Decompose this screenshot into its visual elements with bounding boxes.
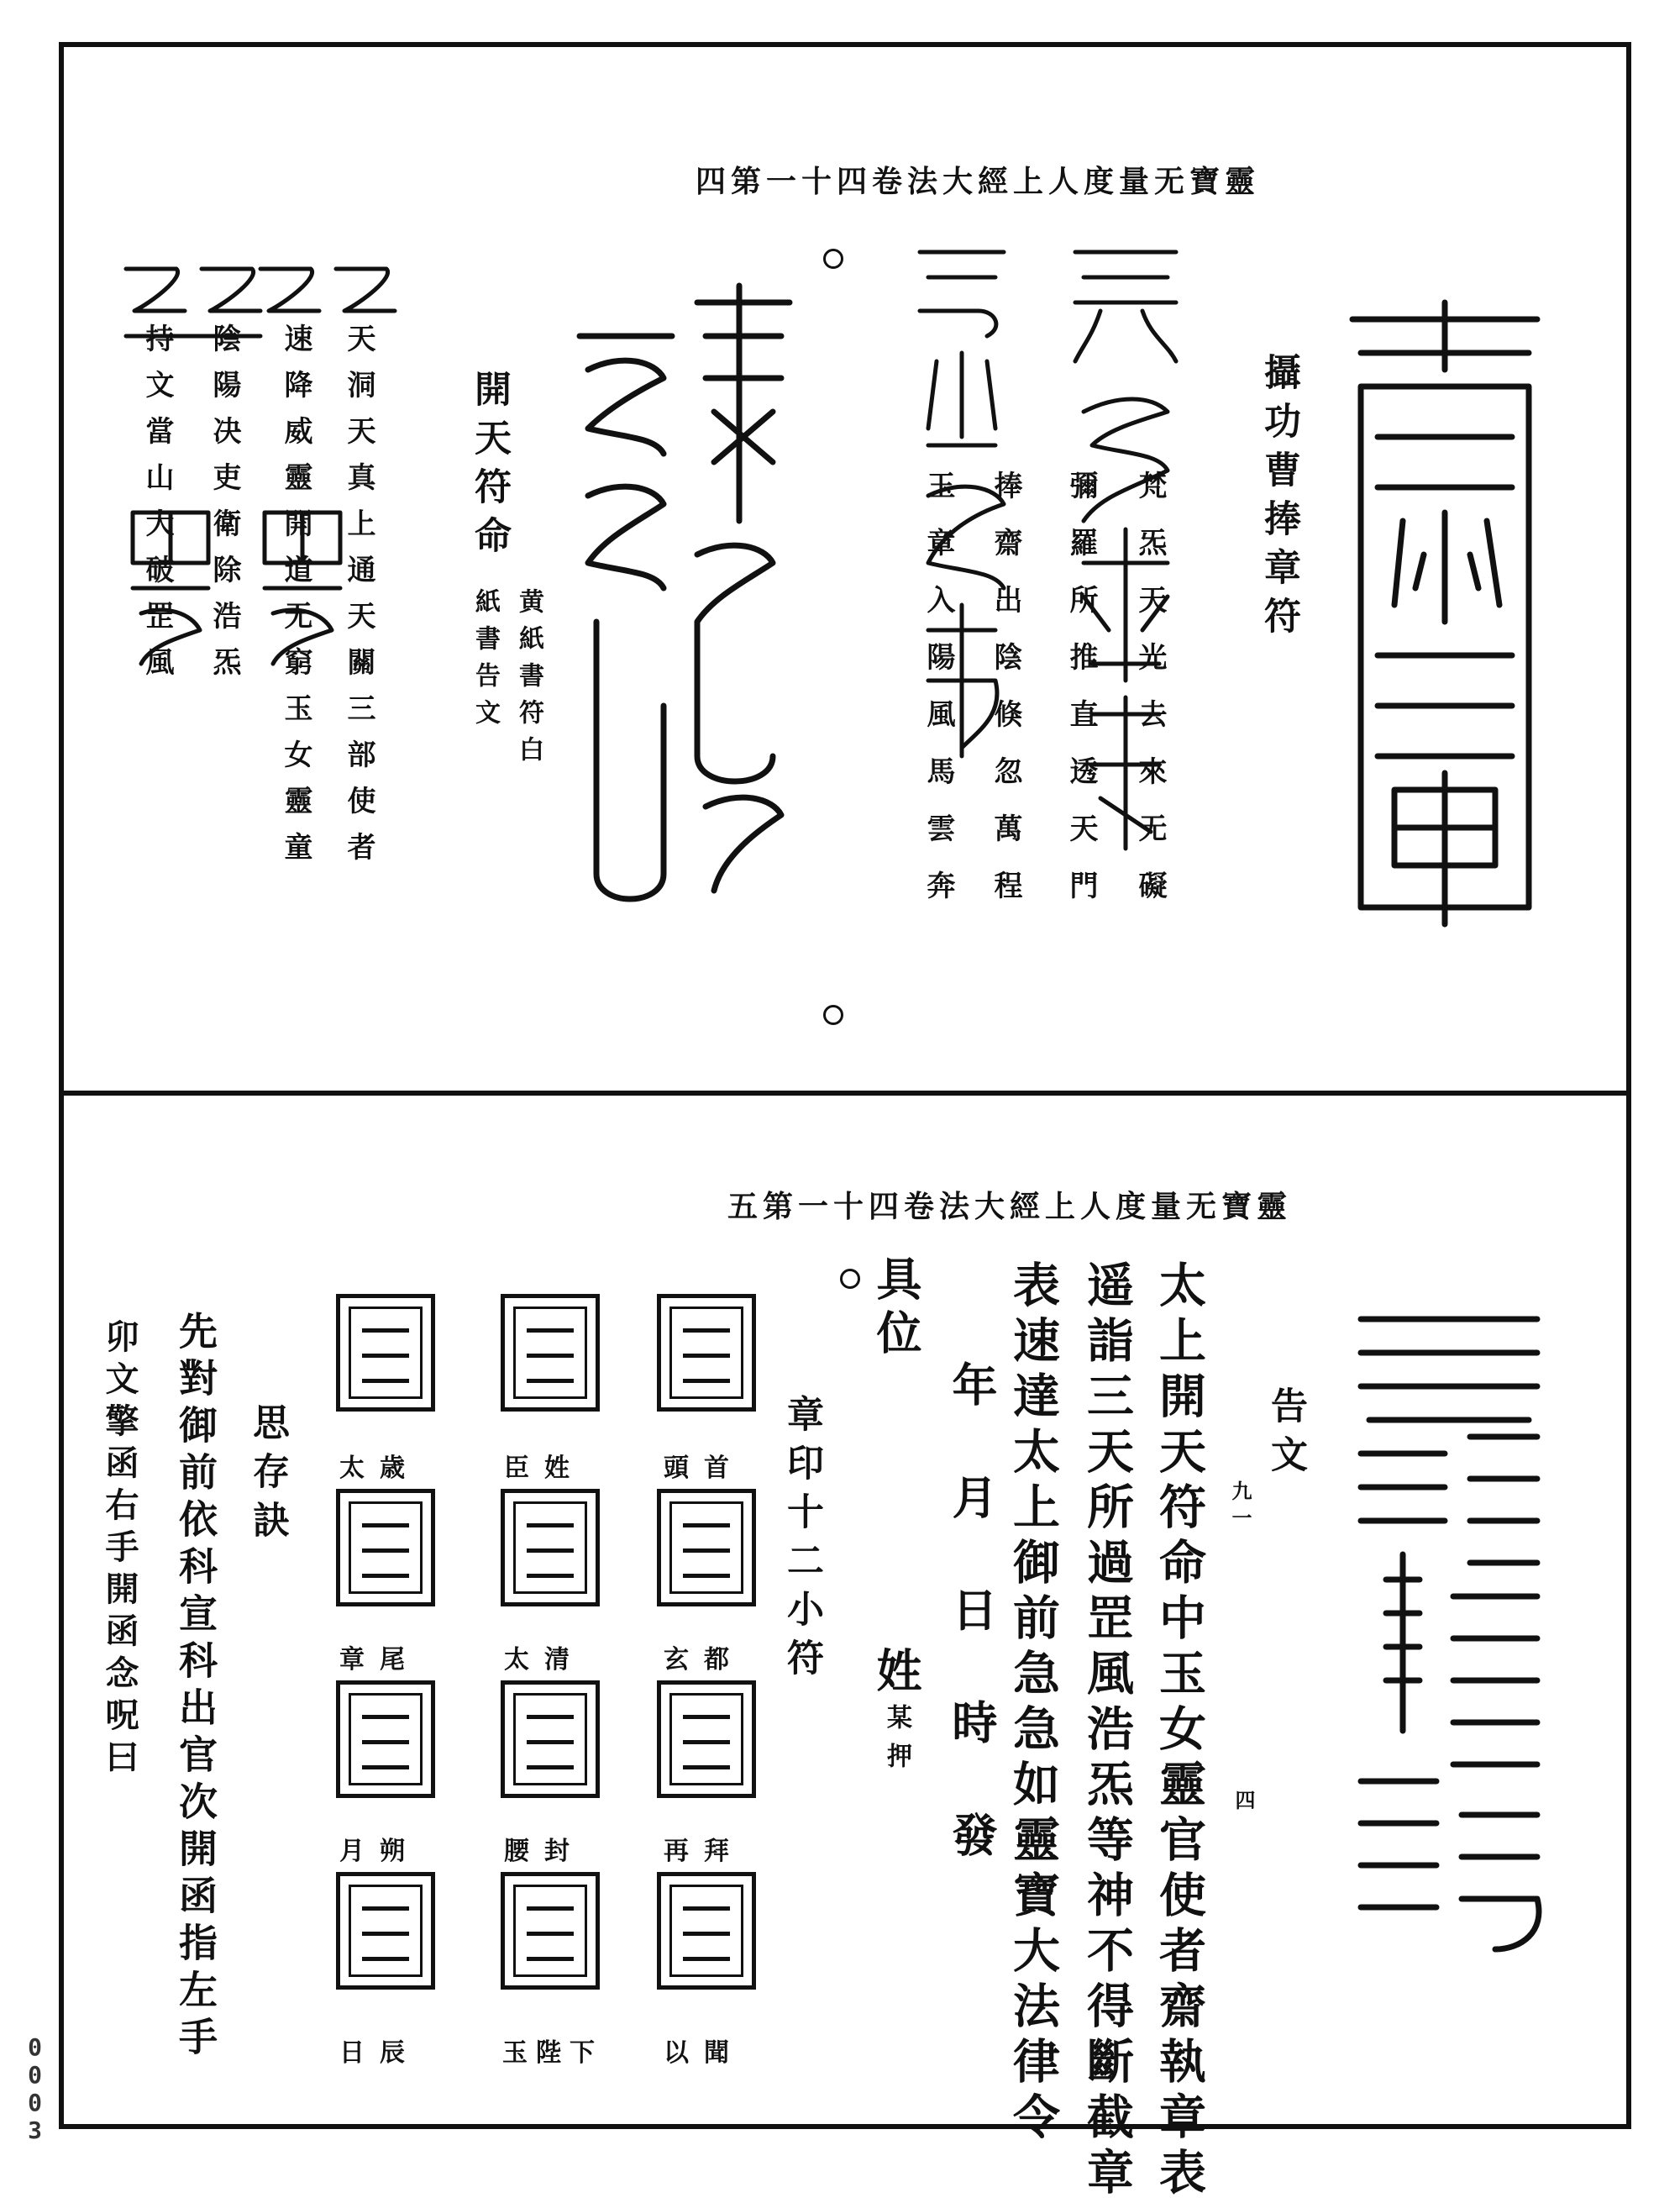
talisman-large-right [1344, 302, 1546, 941]
seal-label-c3-2: 章尾 [339, 1645, 420, 1675]
upper-circle-mark-bottom [823, 1005, 843, 1025]
lower-page-header: 靈寶无量度人上經大法卷四十一第五 [727, 1189, 1292, 1224]
upper-page-header: 靈寶无量度人上經大法卷四十一第四 [695, 164, 1260, 199]
seal-label-c1-1: 頭首 [664, 1454, 744, 1483]
gaowen-line-3: 表速達太上御前急急如靈寶大法律令 [1005, 1260, 1061, 2148]
seal-c1-4 [657, 1872, 756, 1990]
upper-text-col-1: 梵炁天光去來无礙 [1133, 471, 1167, 928]
margin-number-text: 0003 [21, 2033, 49, 2144]
open-heaven-note-a: 黄紙書符白 [514, 588, 543, 773]
seal-c3-3 [336, 1680, 435, 1798]
seal-label-c1-4: 以聞 [664, 2038, 744, 2068]
seal-c2-2 [501, 1489, 600, 1606]
invocation-col-3: 陰陽决吏衛除浩炁 [207, 323, 241, 693]
gaowen-title: 告文 [1264, 1386, 1307, 1484]
seal-label-c1-3: 再拜 [664, 1837, 744, 1866]
signature-name: 姓 [869, 1647, 923, 1701]
seal-c3-4 [336, 1872, 435, 1990]
gaowen-line-1: 太上開天符命中玉女靈官使者齋執章表 [1152, 1260, 1207, 2203]
talisman-large-lower-right [1352, 1311, 1546, 1974]
gaowen-line-2: 遥詣三天所過罡風浩炁等神不得斷截章 [1079, 1260, 1135, 2203]
lower-circle-mark [840, 1269, 860, 1289]
sicun-title: 思存訣 [246, 1403, 289, 1549]
talisman-small-glyph-a [252, 252, 403, 344]
upper-text-col-3: 捧齋出陰倏忽萬程 [989, 471, 1022, 928]
talisman-title-upper: 攝功曹捧章符 [1257, 353, 1300, 645]
page-divider [59, 1091, 1631, 1096]
seal-label-c2-1: 臣姓 [504, 1454, 585, 1483]
upper-text-col-2: 彌羅所推直透天門 [1064, 471, 1098, 928]
seal-c3-1 [336, 1294, 435, 1412]
seal-c2-4 [501, 1872, 600, 1990]
seal-c1-3 [657, 1680, 756, 1798]
seal-label-c1-2: 玄都 [664, 1645, 744, 1675]
seal-label-c3-1: 太歳 [339, 1454, 420, 1483]
gaowen-small-note: 九一 [1228, 1480, 1252, 1534]
seal-label-c2-4: 玉陛下 [502, 2038, 603, 2068]
seal-section-title: 章印十二小符 [780, 1395, 823, 1687]
sicun-line-1: 先對御前依科宣科出官次開函指左手 [173, 1311, 218, 2064]
invocation-col-2: 速降威靈開道无窮玉女靈童 [279, 323, 312, 878]
invocation-col-1: 天洞天真上通天關三部使者 [342, 323, 375, 878]
seal-label-c2-3: 腰封 [504, 1837, 585, 1866]
seal-c1-2 [657, 1489, 756, 1606]
signature-note: 某押 [882, 1704, 911, 1781]
seal-c1-1 [657, 1294, 756, 1412]
sicun-line-2: 卯文擎函右手開函念呪曰 [100, 1319, 139, 1781]
open-heaven-note-b: 紙書告文 [470, 588, 500, 736]
open-heaven-title: 開天符命 [468, 370, 511, 565]
seal-label-c3-4: 日辰 [339, 2038, 420, 2068]
date-line: 年月日時發 [945, 1361, 999, 1924]
seal-c2-1 [501, 1294, 600, 1412]
seal-label-c3-3: 月朔 [339, 1837, 420, 1866]
gaowen-small-mark: 四 [1231, 1790, 1256, 1817]
margin-page-number [20, 2033, 49, 2151]
upper-text-col-4: 玉章入陽風馬雲奔 [921, 471, 955, 928]
invocation-col-4: 持文當山大破罡風 [140, 323, 174, 693]
seal-c2-3 [501, 1680, 600, 1798]
talisman-large-center [571, 286, 790, 924]
seal-c3-2 [336, 1489, 435, 1606]
seal-label-c2-2: 太清 [504, 1645, 585, 1675]
upper-circle-mark-top [823, 249, 843, 269]
juwei-label: 具位 [869, 1255, 923, 1363]
